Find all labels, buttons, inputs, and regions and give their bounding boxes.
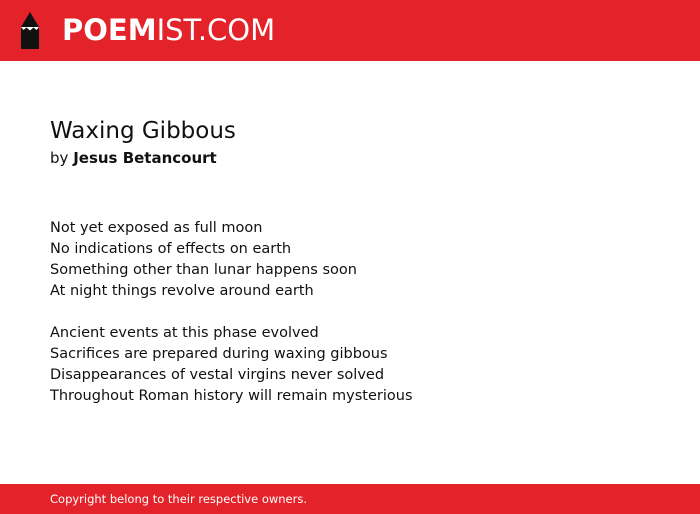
poem-line: Disappearances of vestal virgins never solved [50, 367, 385, 383]
logo-text-light: IST.COM [156, 13, 276, 47]
poem-title: Waxing Gibbous [50, 118, 236, 144]
copyright-text: Copyright belong to their respective owners. [50, 492, 308, 506]
site-footer [0, 484, 700, 514]
poem-line: Throughout Roman history will remain mysterious [50, 388, 413, 404]
author-name[interactable]: Jesus Betancourt [73, 149, 217, 167]
site-logo-link[interactable] [18, 0, 275, 61]
poem-line: Not yet exposed as full moon [50, 220, 263, 236]
poem-line: Something other than lunar happens soon [50, 262, 357, 278]
poem-line: Ancient events at this phase evolved [50, 325, 319, 341]
site-logo-text [62, 13, 276, 47]
poem-byline [50, 148, 650, 168]
logo-text-bold: POEM [62, 13, 157, 47]
byline-label: by [50, 149, 69, 167]
poem-line: No indications of effects on earth [50, 241, 292, 257]
poem-line: Sacrifices are prepared during waxing gibbous [50, 346, 388, 362]
stanza [50, 323, 650, 407]
poem-body [50, 218, 650, 407]
site-header [0, 0, 700, 61]
stanza [50, 218, 650, 302]
poem-content [50, 116, 650, 428]
pencil-icon [18, 11, 42, 51]
poem-line: At night things revolve around earth [50, 283, 314, 299]
